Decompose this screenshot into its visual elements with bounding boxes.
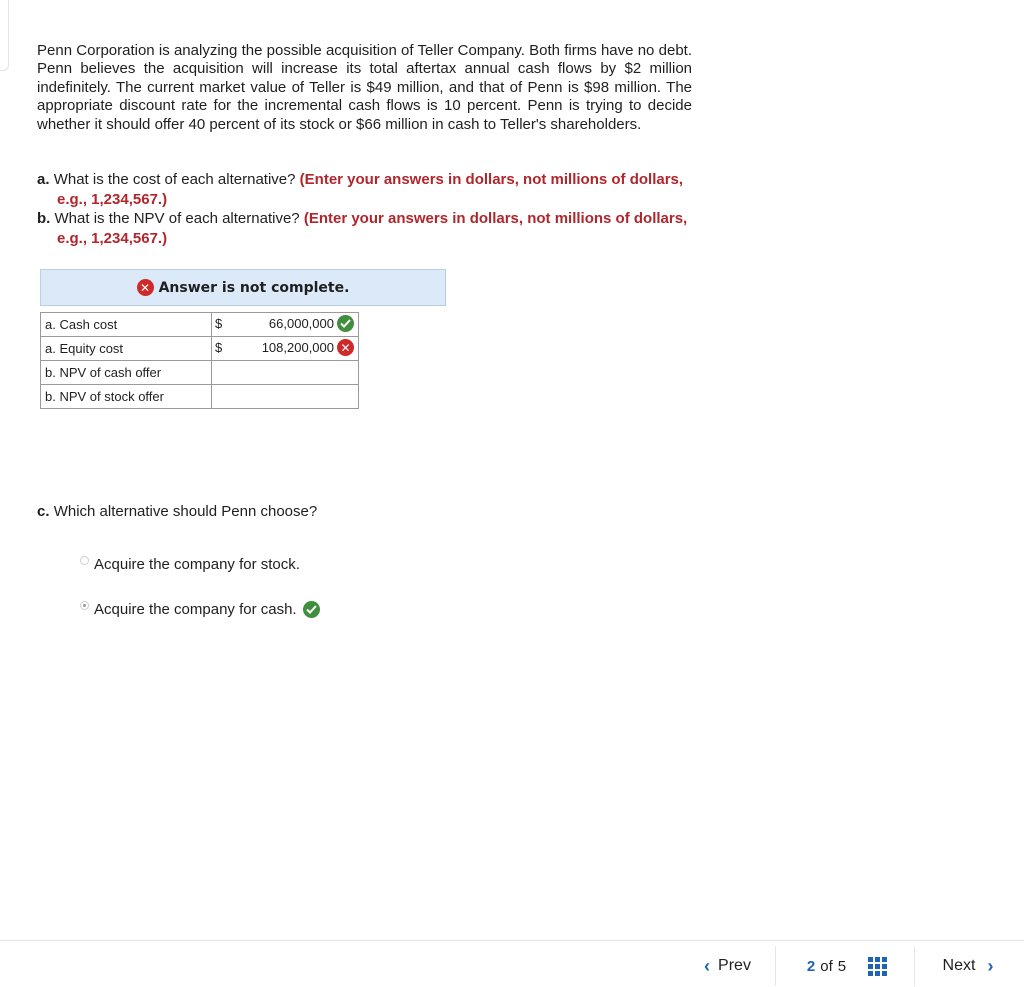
table-row: [41, 385, 359, 409]
chevron-left-icon: ‹: [704, 955, 711, 976]
option-label: Acquire the company for cash.: [94, 601, 297, 618]
part-b-letter: b.: [37, 210, 51, 227]
prev-button[interactable]: [680, 946, 776, 986]
option-cash[interactable]: [80, 601, 320, 618]
part-a-hint: (Enter your answers in dollars, not millions of dollars, e.g., 1,234,567.): [57, 171, 684, 208]
option-label: Acquire the company for stock.: [94, 556, 300, 573]
answer-value: 108,200,000: [261, 340, 334, 355]
instructions: [37, 170, 697, 248]
option-stock[interactable]: [80, 556, 300, 573]
panel-corner-divider: [0, 0, 9, 71]
part-b-hint: (Enter your answers in dollars, not millions of dollars, e.g., 1,234,567.): [57, 210, 688, 247]
part-a-letter: a.: [37, 171, 50, 188]
radio-button-selected[interactable]: [80, 601, 89, 610]
current-page: 2: [806, 957, 816, 975]
row-label: a. Cash cost: [41, 313, 212, 337]
row-label: a. Equity cost: [41, 337, 212, 361]
prev-label: Prev: [718, 957, 751, 974]
cash-cost-input[interactable]: [212, 313, 359, 337]
correct-icon: [337, 315, 354, 332]
npv-stock-offer-input[interactable]: [212, 385, 359, 409]
part-a-text: What is the cost of each alternative?: [53, 171, 296, 188]
part-b-instruction: [37, 209, 697, 248]
of-label: of: [820, 957, 833, 975]
table-row: [41, 361, 359, 385]
answer-status-banner: [40, 269, 446, 306]
page-indicator[interactable]: [780, 946, 915, 986]
radio-button[interactable]: [80, 556, 89, 565]
next-button[interactable]: [918, 946, 1018, 986]
part-c-text: Which alternative should Penn choose?: [53, 503, 318, 520]
next-label: Next: [942, 957, 976, 974]
row-label: b. NPV of stock offer: [41, 385, 212, 409]
part-c-letter: c.: [37, 503, 50, 520]
answer-table: [40, 312, 359, 409]
equity-cost-input[interactable]: [212, 337, 359, 361]
part-c-instruction: [37, 503, 317, 520]
answer-status-text: Answer is not complete.: [158, 279, 350, 296]
table-row: [41, 313, 359, 337]
correct-icon: [303, 601, 320, 618]
part-a-instruction: [37, 170, 697, 209]
currency-symbol: $: [215, 316, 223, 331]
total-pages: 5: [837, 957, 847, 975]
table-row: [41, 337, 359, 361]
row-label: b. NPV of cash offer: [41, 361, 212, 385]
chevron-right-icon: ›: [987, 955, 994, 976]
npv-cash-offer-input[interactable]: [212, 361, 359, 385]
grid-icon[interactable]: [868, 957, 887, 976]
incorrect-icon: ✕: [137, 279, 154, 296]
answer-value: 66,000,000: [268, 316, 334, 331]
incorrect-icon: ✕: [337, 339, 354, 356]
part-b-text: What is the NPV of each alternative?: [54, 210, 300, 227]
currency-symbol: $: [215, 340, 223, 355]
question-text: Penn Corporation is analyzing the possible acquisition of Teller Company. Both firms have no debt. Penn believes the acquisition will increase its total aftertax annual cash flows by $2 million indefinitely. The current market value of Teller is $49 million, and that of Penn is $98 million. The appropriate discount rate for the incremental cash flows is 10 percent. Penn is trying to decide whether it should offer 40 percent of its stock or $66 million in cash to Teller's shareholders.: [37, 42, 692, 133]
